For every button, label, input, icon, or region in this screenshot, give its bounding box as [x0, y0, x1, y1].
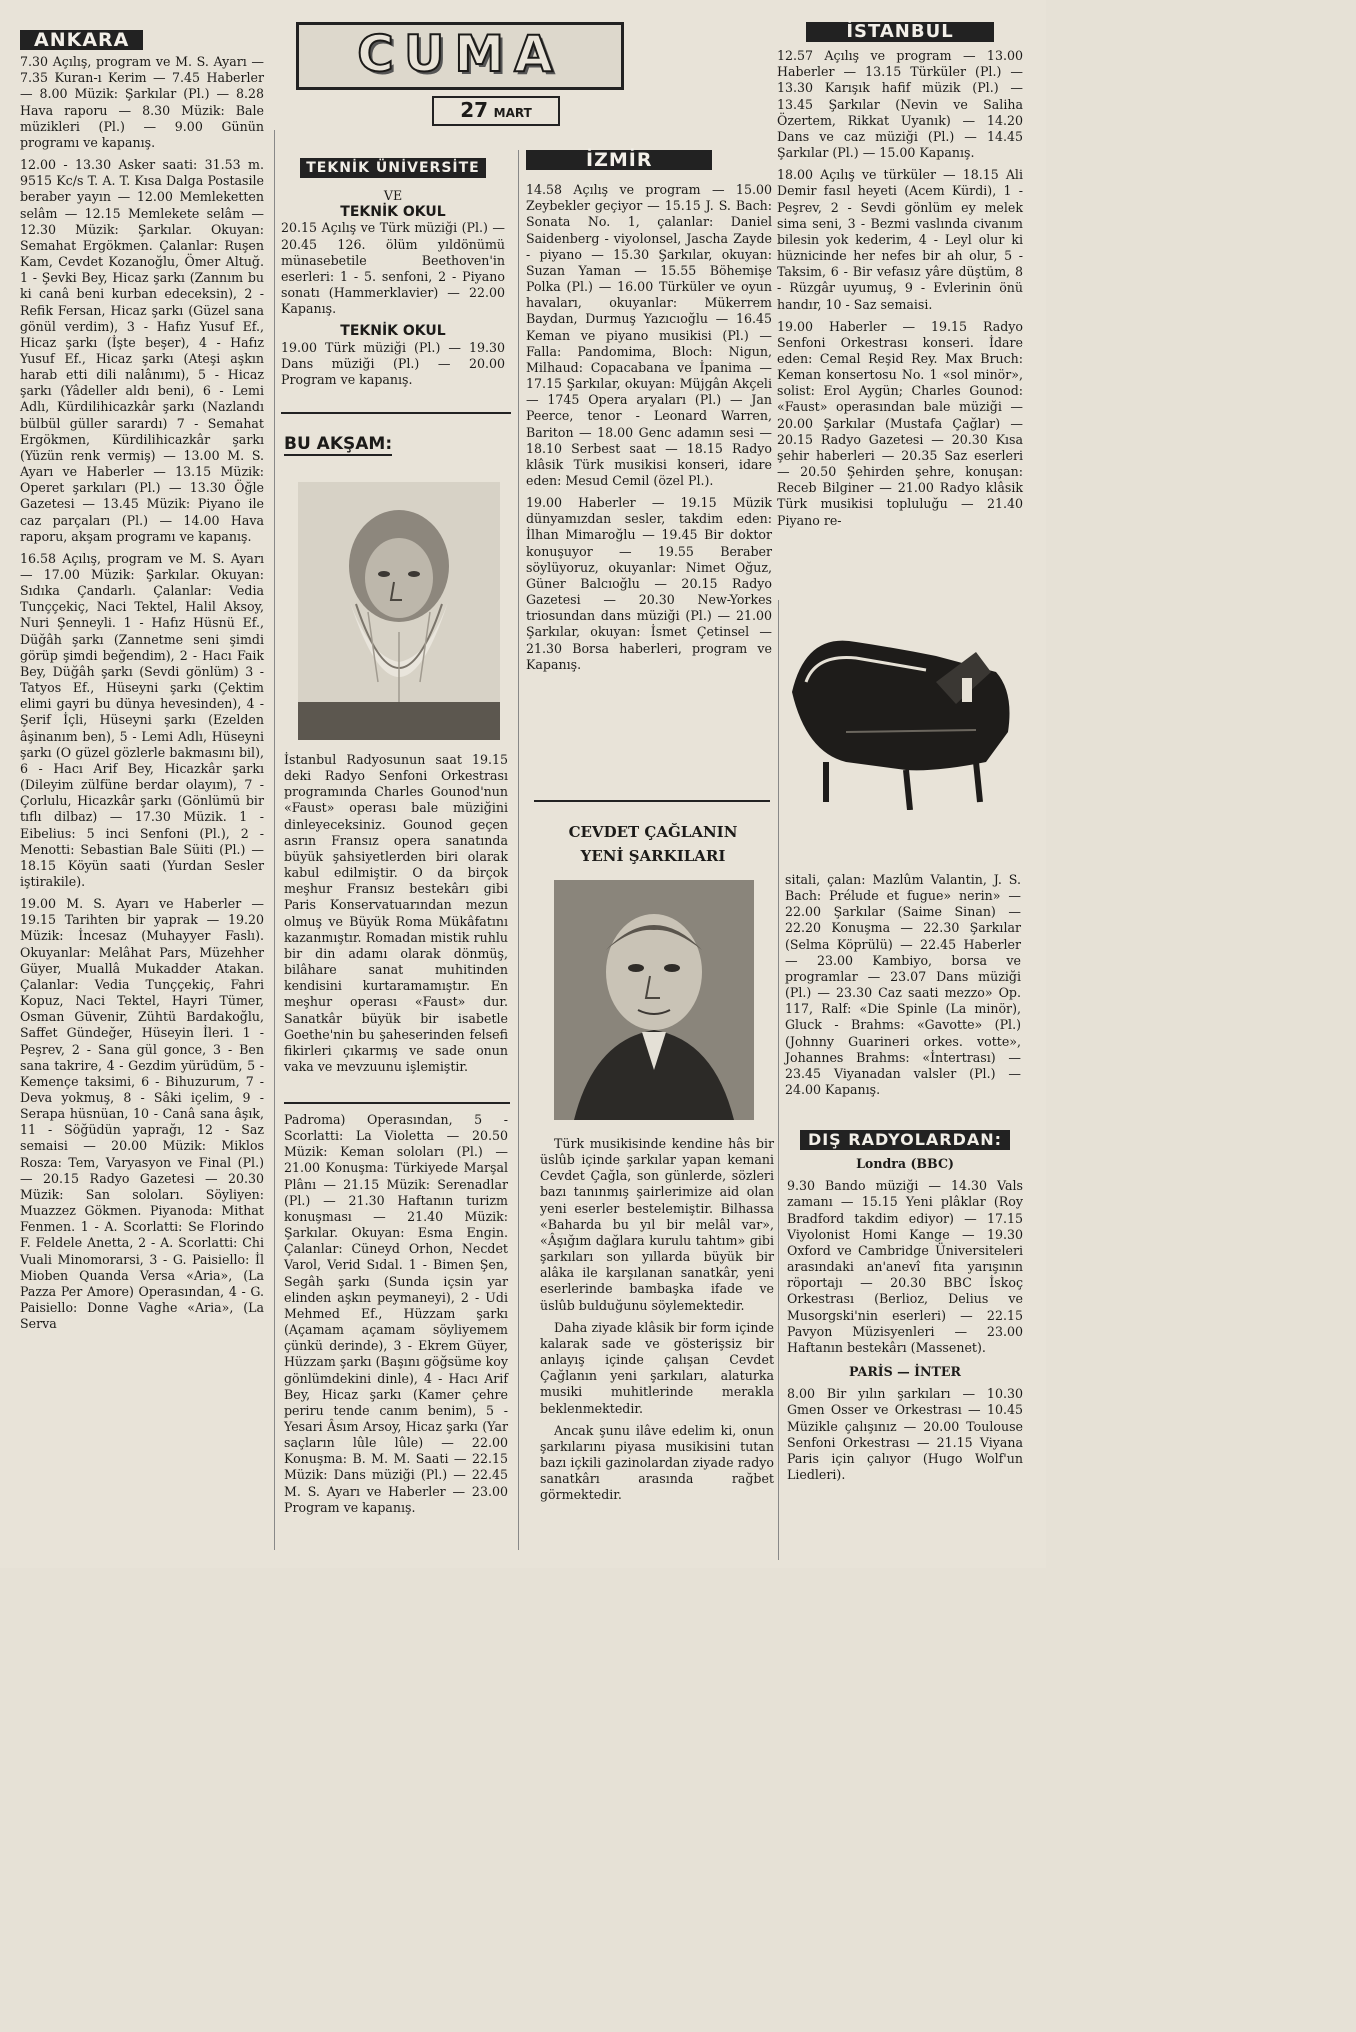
masthead-day: CUMA [357, 25, 563, 83]
cevdet-cagla-portrait [554, 880, 754, 1120]
izmir-program-evening: 19.00 Haberler — 19.15 Müzik dünyamızdan sesler, takdim eden: İlhan Mimaroğlu — 19.45 Bir doktor konuşuyor — 19.55 Beraber söylüyoruz, okuyanlar: Nimet Oğuz, Güner Balcıoğlu — 20.15 Radyo Gazetesi — 20.30 New-Yorkes triosundan dans müziği (Pl.) — 21.00 Şarkılar, okuyan: İsmet Çetinsel — 21.30 Borsa haberleri, program ve Kapanış. [526, 495, 772, 672]
foreign-radio-section [787, 1130, 1023, 1489]
paris-inter-program: 8.00 Bir yılın şarkıları — 10.30 Gmen Osser ve Orkestrası — 10.45 Müzikle çalışınız — 20.00 Toulouse Senfoni Orkestrası — 21.15 Viyana Paris için çalıyor (Hugo Wolf'un Liedleri). [787, 1386, 1023, 1482]
izmir-program-afternoon: 14.58 Açılış ve program — 15.00 Zeybekler geçiyor — 15.15 J. S. Bach: Sonata No. 1, çalanlar: Daniel Saidenberg - viyolonsel, Jascha Zayde - piyano — 15.30 Şarkılar, okuyan: Suzan Yaman — 15.55 Böhemişe Polka (Pl.) — 16.00 Türküler ve oyun havaları, okuyanlar: Mükerrem Baydan, Durmuş Yazıcıoğlu — 16.45 Keman ve piyano musikisi (Pl.) — Falla: Pandomima, Bloch: Nigun, Milhaud: Copacabana ve İpanima — 17.15 Şarkılar, okuyan: Müjgân Akçeli — 1745 Opera aryaları (Pl.) — Jan Peerce, tenor - Leonard Warren, Bariton — 18.00 Genc adamın sesi — 18.10 Serbest saat — 18.15 Radyo klâsik Türk musikisi konseri, idare eden: Mesud Cemil (özel Pl.). [526, 182, 772, 488]
ankara-column [20, 30, 264, 1338]
paris-inter-title: PARİS — İNTER [849, 1364, 961, 1380]
ankara-program-noon: 12.00 - 13.30 Asker saati: 31.53 m. 9515 Kc/s T. A. T. Kısa Dalga Postasile beraber yayın — 12.00 Memleketten selâm — 12.15 Memlekete selâm — 12.30 Müzik: Şarkılar. Okuyan: Semahat Ergökmen. Çalanlar: Ruşen Kam, Cevdet Kozanoğlu, Ömer Altuğ. 1 - Şevki Bey, Hicaz şarkı (Zannım bu ki canâ beni kurban edeceksin), 2 - Refik Fersan, Hicaz şarkı (Güzel sana gönül verdim), 3 - Hafız Yusuf Ef., Hicaz şarkı (İşte beşer), 4 - Hafız Yusuf Ef., Hicaz şarkı (Ateşi aşkın harab etti dili nalânımı), 5 - Hicaz şarkı (Yâdeller aldı beni), 6 - Lemi Adlı, Kürdilihicazkâr şarkı (Nazlandı bülbül güller sarardı) 7 - Semahat Ergökmen, Kürdilihicazkâr şarkı (Yüzün renk vermiş) — 13.00 M. S. Ayarı ve Haberler — 13.15 Müzik: Operet şarkıları (Pl.) — 13.30 Öğle Gazetesi — 13.45 Müzik: Piyano ile caz parçaları (Pl.) — 14.00 Hava raporu, akşam programı ve kapanış. [20, 157, 264, 544]
teknik-program-2: 19.00 Türk müziği (Pl.) — 19.30 Dans müziği (Pl.) — 20.00 Program ve kapanış. [281, 339, 505, 387]
cevdet-title-line-2: YENİ ŞARKILARI [580, 847, 726, 865]
cevdet-text-2: Daha ziyade klâsik bir form içinde kalarak sade ve gösterişsiz bir anlayış içinde çalışan Cevdet Çağlanın yeni şarkıları, alaturka musiki muhitlerinde merakla beklenmektedir. [540, 1319, 774, 1416]
divider-middle [518, 150, 519, 1550]
teknik-ve: VE [383, 188, 403, 204]
cevdet-text-1: Türk musikisinde kendine hâs bir üslûb içinde şarkılar yapan kemani Cevdet Çağla, son günlerde, sözleri bazı tanınmış şairlerimize aid olan yeni eserler bestelemiştir. Bilhassa «Baharda bu yıl bir melâl var», «Âşığım dağlara kurulu tahtım» gibi şarkıları son yıllarda büyük bir alâka ile karşılanan sanatkâr, yeni eserlerinde bambaşka ifade ve üslûb bulduğunu söylemektedir. [540, 1136, 774, 1313]
masthead [296, 22, 624, 90]
cevdet-title [540, 820, 766, 868]
teknik-bottom-rule [281, 412, 511, 414]
teknik-okul-title-1: TEKNİK OKUL [340, 204, 446, 221]
london-bbc-title: Londra (BBC) [856, 1156, 954, 1172]
istanbul-header: İSTANBUL [806, 22, 993, 42]
date-number: 27 [460, 98, 489, 122]
izmir-header: İZMİR [526, 150, 712, 170]
istanbul-column-bottom [785, 872, 1021, 1104]
london-bbc-program: 9.30 Bando müziği — 14.30 Vals zamanı — 15.15 Yeni plâklar (Roy Bradford takdim ediyor) — 17.15 Viyolonist Homi Kange — 19.30 Oxford ve Cambridge Üniversiteleri arasındaki an'anevî fıta yarışının röportajı — 20.30 BBC İskoç Orkestrası (Berlioz, Delius ve Musorgski'nin eserleri) — 22.15 Pavyon Müzisyenleri — 23.00 Haftanın bestekârı (Massenet). [787, 1178, 1023, 1355]
istanbul-program-evening: 18.00 Açılış ve türküler — 18.15 Ali Demir fasıl heyeti (Acem Kürdi), 1 - Peşrev, 2 - Sevdi gönlüm ey melek sima seni, 3 - Bezmi vaslında civanım bilesin yok kederim, 4 - Leyl olur ki hüznicinde her nefes bir ah olur, 5 - Taksim, 6 - Bir vefasız yâre düştüm, 8 - Rüzgâr uyumuş, 9 - Evlerinin önü handır, 10 - Saz semaisi. [777, 167, 1023, 312]
ankara-header: ANKARA [20, 30, 143, 50]
teknik-section [281, 158, 505, 394]
izmir-bottom-rule [534, 800, 770, 802]
teknik-header: TEKNİK ÜNİVERSİTE [300, 158, 486, 178]
piano-illustration [786, 612, 1018, 810]
istanbul-program-late: sitali, çalan: Mazlûm Valantin, J. S. Bach: Prélude et fugue» nerin» — 22.00 Şarkılar (Saime Sinan) — 22.20 Konuşma — 22.30 Şarkılar (Selma Köprülü) — 22.45 Haberler — 23.00 Kambiyo, borsa ve programlar — 23.07 Dans müziği (Pl.) — 23.30 Caz saati mezzo» Op. 117, Ralf: «Die Spinle (La minör), Gluck - Brahms: «Gavotte» (Pl.) (Johnny Guarineri orkes. votte», Johannes Brahms: «İntertrası) — 23.45 Viyanadan valsler (Pl.) — 24.00 Kapanış. [785, 872, 1021, 1098]
teknik-program-1: 20.15 Açılış ve Türk müziği (Pl.) — 20.45 126. ölüm yıldönümü münasebetile Beethoven'in eserleri: 1 - 5. senfoni, 2 - Piyano sonatı (Hammerklavier) — 22.00 Kapanış. [281, 220, 505, 317]
masthead-date [432, 96, 560, 126]
ankara-program-morning: 7.30 Açılış, program ve M. S. Ayarı — 7.35 Kuran-ı Kerim — 7.45 Haberler — 8.00 Müzik: Şarkılar (Pl.) — 8.28 Hava raporu — 8.30 Müzik: Bale müzikleri (Pl.) — 9.00 Günün programı ve kapanış. [20, 54, 264, 150]
gounod-portrait [298, 482, 500, 740]
istanbul-program-noon: 12.57 Açılış ve program — 13.00 Haberler — 13.15 Türküler (Pl.) — 13.30 Karışık hafif müzik (Pl.) — 13.45 Şarkılar (Nevin ve Saliha Özertem, Rikkat Uyanık) — 14.20 Dans ve caz müziği (Pl.) — 14.45 Şarkılar (Pl.) — 15.00 Kapanış. [777, 48, 1023, 161]
ankara-continued [284, 1112, 508, 1522]
istanbul-column-top [777, 22, 1023, 535]
cevdet-article [540, 1136, 774, 1509]
divider-right [778, 600, 779, 1560]
divider-left [274, 130, 275, 1550]
cevdet-title-line-1: CEVDET ÇAĞLANIN [568, 823, 738, 841]
bu-aksam-text: İstanbul Radyosunun saat 19.15 deki Radyo Senfoni Orkestrası programında Charles Gounod'nun «Faust» operası bale müziğini dinleyeceksiniz. Gounod geçen asrın Fransız opera sanatında büyük şahsiyetlerden biri olarak kabul edilmiştir. O da birçok meşhur Fransız bestekârı gibi Paris Konservatuarından mezun olmuş ve Büyük Roma Mükâfatını kazanmıştır. Romadan mistik ruhlu bir din adamı olarak dönmüş, bilâhare sanat muhitinden kendisini kurtaramamıştır. En meşhur operası «Faust» dur. Sanatkâr büyük bir isabetle Goethe'nin bu şaheserinden felsefi fikirleri çıkarmış ve sade onun vaka ve mevzuunu işlemiştir. [284, 752, 508, 1074]
bu-aksam-header: BU AKŞAM: [284, 434, 393, 454]
date-month: MART [493, 106, 532, 120]
istanbul-program-night: 19.00 Haberler — 19.15 Radyo Senfoni Orkestrası konseri. İdare eden: Cemal Reşid Rey. Max Bruch: Keman konsertosu No. 1 «sol minör», solist: Erol Aygün; Charles Gounod: «Faust» operasından bale müziği — 20.00 Şarkılar (Mustafa Çağlar) — 20.15 Radyo Gazetesi — 20.30 Kısa şehir haberleri — 20.35 Saz eserleri — 20.50 Şehirden şehre, konuşan: Receb Bilginer — 21.00 Radyo klâsik Türk musikisi topluluğu — 21.40 Piyano re- [777, 318, 1023, 528]
izmir-column [526, 150, 772, 679]
ankara-program-evening: 19.00 M. S. Ayarı ve Haberler — 19.15 Tarihten bir yaprak — 19.20 Müzik: İncesaz (Muhayyer Faslı). Okuyanlar: Melâhat Pars, Müzehher Güyer, Muallâ Mukadder Atakan. Çalanlar: Vedia Tunççekiç, Fahri Kopuz, Naci Tektel, Hayri Tümer, Osman Güvenir, Zühtü Bardakoğlu, Saffet Gündeğer, Hüseyin İleri. 1 - Peşrev, 2 - Sana gül gonce, 3 - Ben sana takrire, 4 - Gezdim yürüdüm, 5 - Kemençe taksimi, 6 - Bihuzurum, 7 - Deva yokmuş, 8 - Sâki içelim, 9 - Serapa hüsnüan, 10 - Canâ sana âşık, 11 - Söğüdün yaprağı, 12 - Saz semaisi — 20.00 Müzik: Miklos Rosza: Tem, Varyasyon ve Final (Pl.) — 20.15 Radyo Gazetesi — 20.30 Müzik: San soloları. Söyliyen: Muazzez Gökmen. Piyanoda: Mithat Fenmen. 1 - A. Scorlatti: Se Florindo F. Feldele Anetta, 2 - A. Scorlatti: Chi Vuali Minomorarsi, 3 - G. Paisiello: İl Mioben Quanda Versa «Aria», (La Pazza Per Amore) Operasından, 4 - G. Paisiello: Donne Vaghe «Aria», (La Serva [20, 896, 264, 1332]
ankara-program-afternoon: 16.58 Açılış, program ve M. S. Ayarı — 17.00 Müzik: Şarkılar. Okuyan: Sıdıka Çandarlı. Çalanlar: Vedia Tunççekiç, Naci Tektel, Halil Aksoy, Nuri Şenneyli. 1 - Hafız Hüsnü Ef., Düğâh şarkı (Zannetme seni şimdi görüp şimdi beğendim), 2 - Hacı Faik Bey, Düğâh şarkı (Sevdi gönlüm) 3 - Tatyos Ef., Hüseyni şarkı (Çektim elimi gayri bu dünya hevesinden), 4 - Şerif İçli, Hüseyni şarkı (Ezelden âşinanım ben), 5 - Lemi Adlı, Hüseyni şarkı (O güzel gözlerle bakmasını bil), 6 - Hacı Arif Bey, Hicazkâr şarkı (Dileyim zülfüne berdar olayım), 7 - Çorlulu, Hicazkâr şarkı (Gönlümü bir tıflı dilbaz) — 17.30 Müzik. 1 - Eibelius: 5 inci Senfoni (Pl.), 2 - Menotti: Sebastian Bale Süiti (Pl.) — 18.15 Köyün saati (Yurdan Sesler iştirakile). [20, 550, 264, 889]
bu-aksam-bottom-rule [284, 1102, 510, 1104]
bu-aksam-article [284, 752, 508, 1081]
ankara-continued-text: Padroma) Operasından, 5 - Scorlatti: La Violetta — 20.50 Müzik: Keman soloları (Pl.) — 21.00 Konuşma: Türkiyede Marşal Plânı — 21.15 Müzik: Serenadlar (Pl.) — 21.30 Haftanın turizm konuşması — 21.40 Müzik: Şarkılar. Okuyan: Esma Engin. Çalanlar: Cüneyd Orhon, Necdet Varol, Verid Sıdal. 1 - Bimen Şen, Segâh şarkı (Sunda içsin yar elinden aşkın peymaneyi), 2 - Udi Mehmed Ef., Hüzzam şarkı (Açamam açamam söyliyemem çünkü derinde), 3 - Ekrem Güyer, Hüzzam şarkı (Başını göğsüme koy gönlümdekini dinle), 4 - Hacı Arif Bey, Hicaz şarkı (Kamer çehre periru tende canım benim), 5 - Yesari Âsım Arsoy, Hicaz şarkı (Yar saçların lûle lûle) — 22.00 Konuşma: B. M. M. Saati — 22.15 Müzik: Dans müziği (Pl.) — 22.45 M. S. Ayarı ve Haberler — 23.00 Program ve kapanış. [284, 1112, 508, 1515]
teknik-okul-title-2: TEKNİK OKUL [340, 323, 446, 340]
cevdet-text-3: Ancak şunu ilâve edelim ki, onun şarkılarını piyasa musikisini tutan bazı içkili gazinolardan ziyade radyo sanatkârı arasında rağbet görmektedir. [540, 1422, 774, 1503]
foreign-radio-header: DIŞ RADYOLARDAN: [800, 1130, 1010, 1150]
